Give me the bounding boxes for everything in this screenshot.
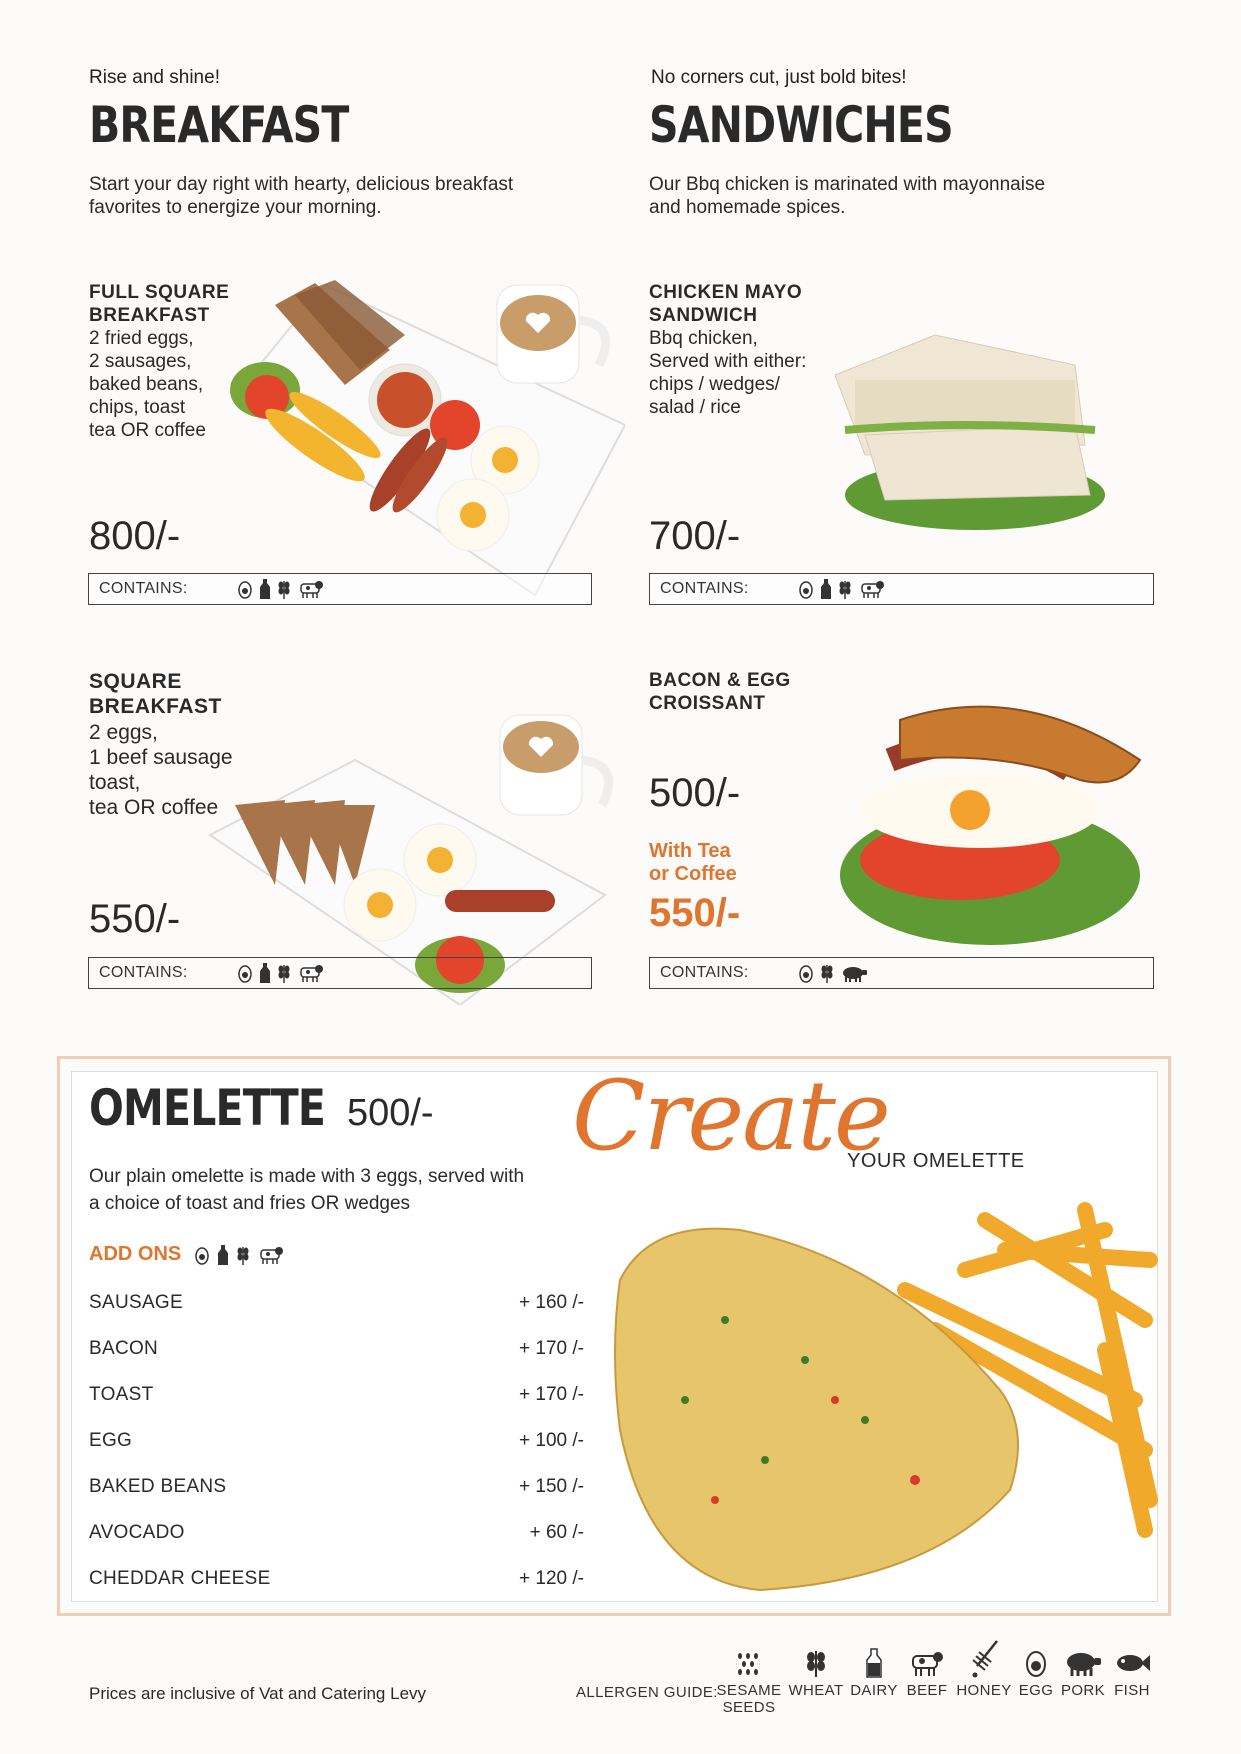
chicken-mayo-sandwich-desc: Bbq chicken, Served with either: chips / wedges/ salad / rice: [649, 328, 807, 418]
guide-pork: PORK: [1058, 1648, 1108, 1699]
addon-row: EGG + 100 /-: [89, 1430, 584, 1451]
square-breakfast-desc: 2 eggs, 1 beef sausage toast, tea OR coffee: [89, 721, 233, 819]
bacon-egg-croissant-with-label: With Tea or Coffee: [649, 840, 737, 885]
full-square-breakfast-name: FULL SQUARE BREAKFAST: [89, 282, 230, 326]
egg-icon: [237, 579, 253, 599]
addons-heading: [89, 1243, 285, 1266]
wheat-icon: [277, 962, 291, 984]
fish-icon: [1113, 1648, 1151, 1678]
egg-icon: [237, 963, 253, 983]
addon-row: SAUSAGE + 160 /-: [89, 1292, 584, 1313]
bacon-egg-croissant-with-price: 550/-: [649, 891, 741, 935]
wheat-icon: [236, 1244, 250, 1266]
dairy-icon: [820, 578, 832, 600]
full-square-breakfast-contains: [88, 573, 592, 605]
addon-row: TOAST + 170 /-: [89, 1384, 584, 1405]
egg-icon: [798, 579, 814, 599]
allergen-icons: [237, 962, 325, 984]
wheat-icon: [820, 962, 834, 984]
omelette-title: OMELETTE: [89, 1079, 326, 1137]
full-square-breakfast-price: 800/-: [89, 514, 181, 558]
bacon-egg-croissant-price: 500/-: [649, 771, 741, 815]
wheat-icon: [805, 1648, 827, 1678]
wheat-icon: [838, 578, 852, 600]
dairy-icon: [217, 1244, 229, 1266]
allergen-icons: [798, 962, 868, 984]
contains-label: CONTAINS:: [660, 964, 749, 981]
addon-row: BACON + 170 /-: [89, 1338, 584, 1359]
create-script: Create: [572, 1060, 889, 1172]
contains-label: CONTAINS:: [660, 580, 749, 597]
breakfast-intro: Start your day right with hearty, delicious breakfast favorites to energize your morning.: [89, 174, 514, 218]
dairy-icon: [866, 1648, 882, 1678]
allergen-icons: [237, 578, 325, 600]
full-square-breakfast-desc: 2 fried eggs, 2 sausages, baked beans, chips, toast tea OR coffee: [89, 328, 206, 441]
square-breakfast-name: SQUARE BREAKFAST: [89, 670, 222, 718]
egg-icon: [1025, 1648, 1047, 1678]
sesame-icon: [734, 1648, 764, 1678]
addon-row: BAKED BEANS + 150 /-: [89, 1476, 584, 1497]
guide-honey: HONEY: [954, 1638, 1014, 1699]
wheat-icon: [277, 578, 291, 600]
sandwiches-intro: Our Bbq chicken is marinated with mayonnaise and homemade spices.: [649, 174, 1046, 218]
omelette-price: 500/-: [346, 1092, 434, 1134]
chicken-mayo-sandwich-price: 700/-: [649, 514, 741, 558]
chicken-mayo-sandwich-photo: [825, 325, 1110, 535]
guide-egg: EGG: [1016, 1648, 1056, 1699]
beef-icon: [858, 578, 886, 600]
allergen-icons: [798, 578, 886, 600]
beef-icon: [297, 578, 325, 600]
bacon-egg-croissant-photo: [830, 690, 1160, 960]
breakfast-title: BREAKFAST: [89, 96, 349, 154]
sandwiches-tagline: No corners cut, just bold bites!: [651, 67, 907, 88]
omelette-photo: [605, 1200, 1160, 1600]
square-breakfast-contains: [88, 957, 592, 989]
addons-label: ADD ONS: [89, 1243, 182, 1265]
egg-icon: [798, 963, 814, 983]
guide-sesame: SESAME SEEDS: [716, 1648, 782, 1716]
beef-icon: [257, 1244, 285, 1266]
addon-row: CHEDDAR CHEESE + 120 /-: [89, 1568, 584, 1589]
omelette-intro: Our plain omelette is made with 3 eggs, served with a choice of toast and fries OR wedges: [89, 1166, 525, 1214]
honey-icon: [967, 1638, 1001, 1678]
full-square-breakfast-photo: [205, 275, 625, 605]
addon-row: AVOCADO + 60 /-: [89, 1522, 584, 1543]
bacon-egg-croissant-contains: [649, 957, 1154, 989]
footer-note: Prices are inclusive of Vat and Catering Levy: [89, 1684, 427, 1703]
omelette-heading: [89, 1079, 434, 1137]
create-suffix: YOUR OMELETTE: [847, 1150, 1025, 1172]
bacon-egg-croissant-name: BACON & EGG CROISSANT: [649, 670, 791, 714]
guide-fish: FISH: [1110, 1648, 1154, 1699]
guide-beef: BEEF: [904, 1648, 950, 1699]
pork-icon: [1064, 1648, 1102, 1678]
pork-icon: [840, 962, 868, 984]
chicken-mayo-sandwich-name: CHICKEN MAYO SANDWICH: [649, 282, 803, 326]
contains-label: CONTAINS:: [99, 580, 188, 597]
allergen-guide-label: ALLERGEN GUIDE:: [576, 1684, 718, 1701]
guide-dairy: DAIRY: [848, 1648, 900, 1699]
dairy-icon: [259, 962, 271, 984]
square-breakfast-price: 550/-: [89, 897, 181, 941]
beef-icon: [297, 962, 325, 984]
chicken-mayo-sandwich-contains: [649, 573, 1154, 605]
dairy-icon: [259, 578, 271, 600]
sandwiches-title: SANDWICHES: [649, 96, 953, 154]
guide-wheat: WHEAT: [788, 1648, 844, 1699]
egg-icon: [194, 1245, 210, 1265]
beef-icon: [909, 1648, 945, 1678]
contains-label: CONTAINS:: [99, 964, 188, 981]
breakfast-tagline: Rise and shine!: [89, 67, 220, 88]
